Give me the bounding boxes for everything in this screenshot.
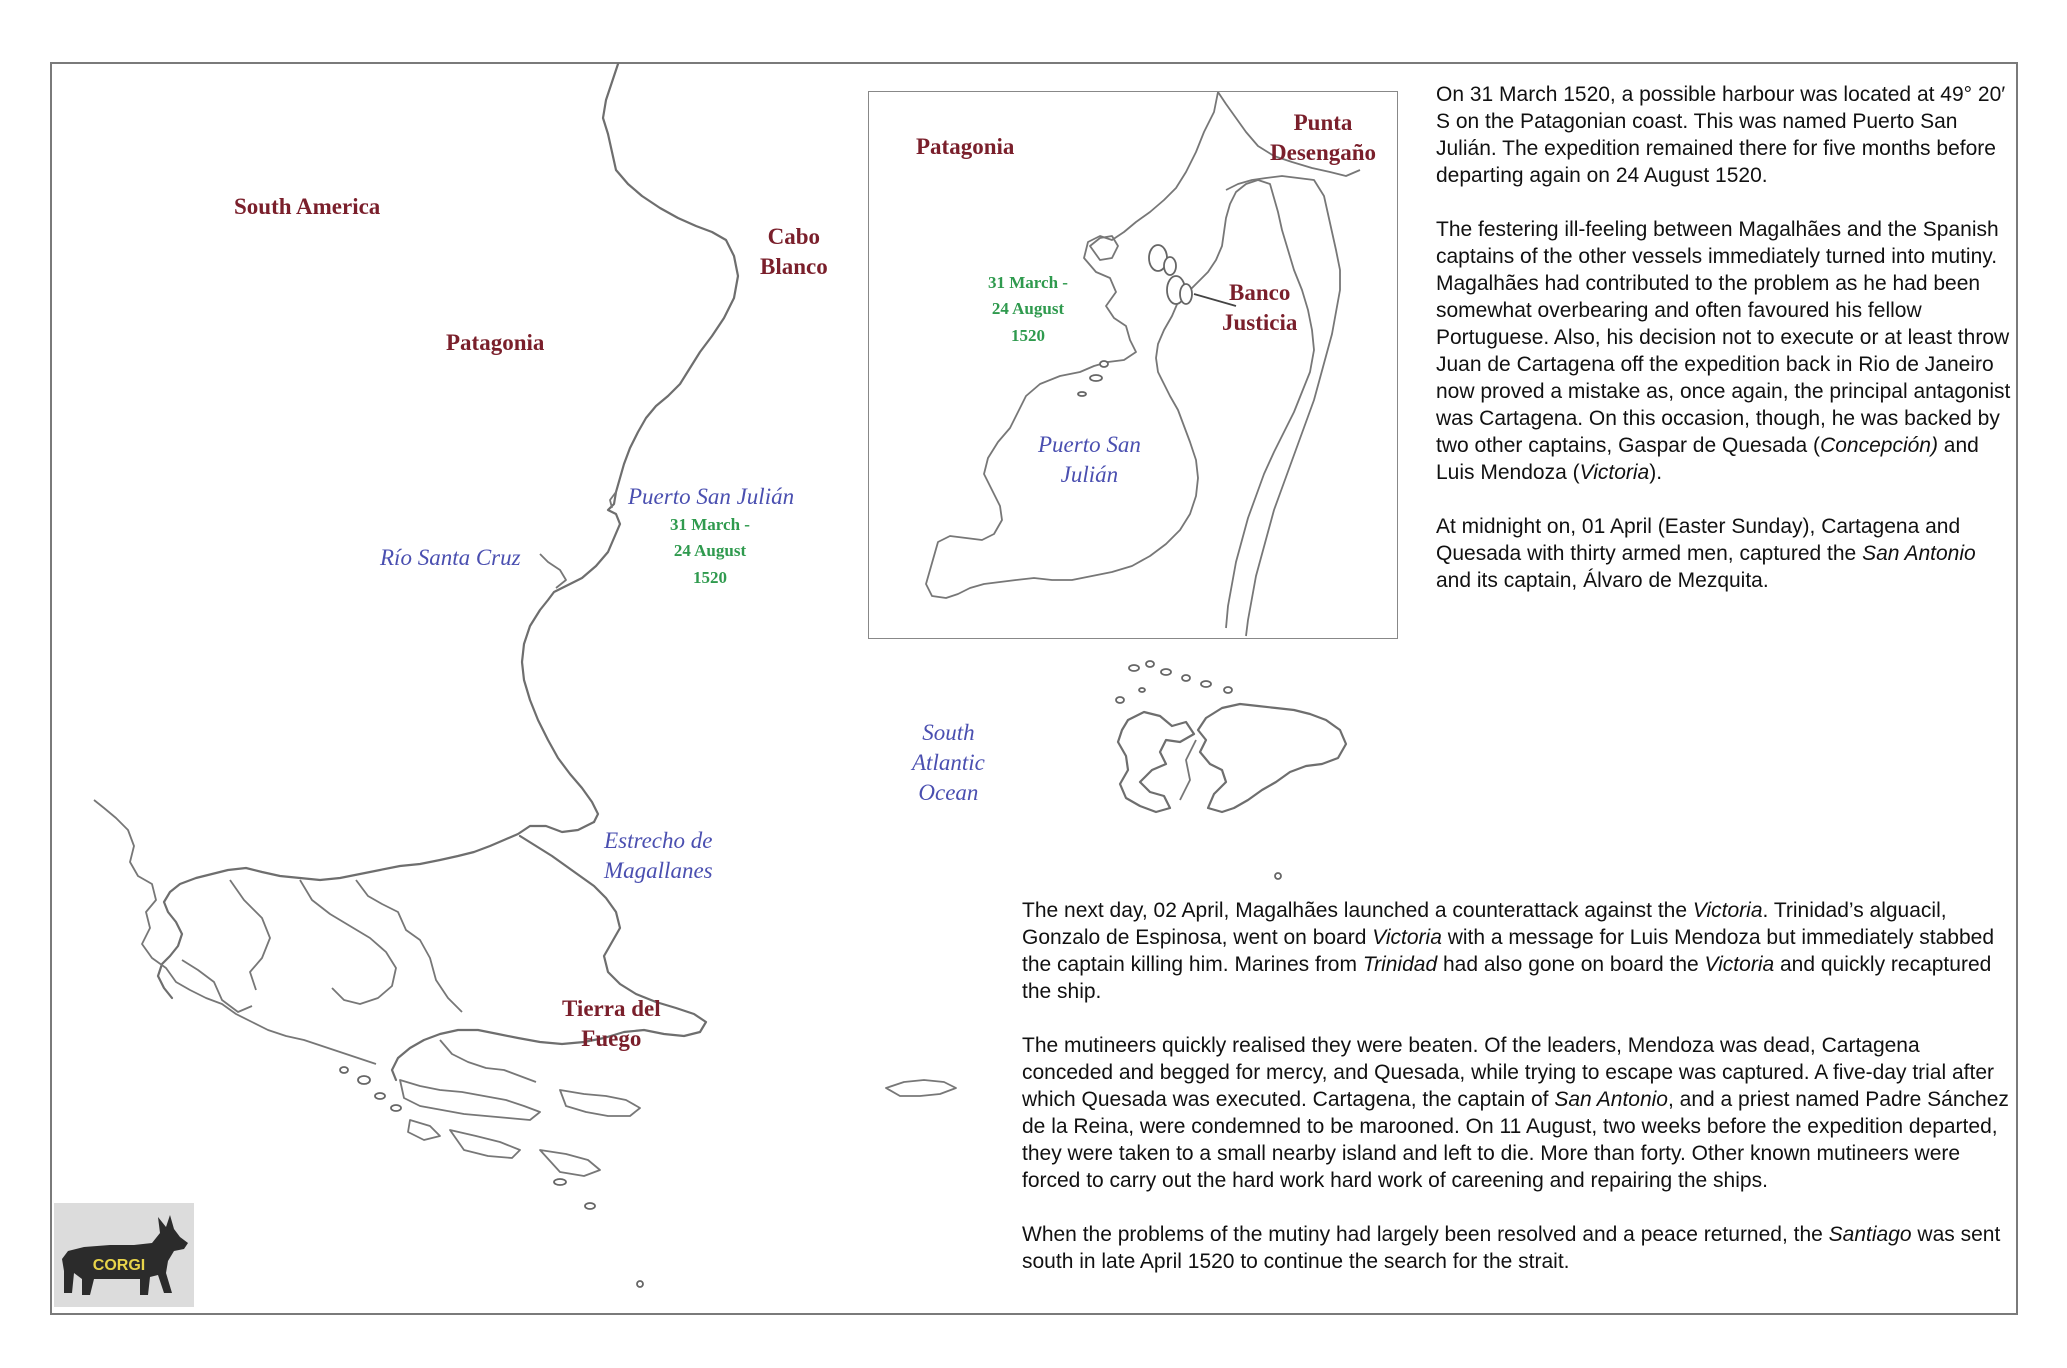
italic-run: San Antonio — [1862, 542, 1976, 565]
date-line: 24 August — [991, 299, 1065, 319]
label-rio-santa-cruz: Río Santa Cruz — [380, 545, 521, 570]
date-line: 31 March - — [670, 515, 750, 534]
rio-santa-cruz-estuary — [540, 554, 566, 588]
corgi-logo — [54, 1203, 194, 1307]
paragraph — [1436, 216, 2016, 486]
paragraph — [1022, 897, 2016, 1005]
paragraph — [1022, 1032, 2016, 1194]
text-run: and Luis Mendoza ( — [1436, 434, 1979, 484]
islet — [1201, 681, 1211, 687]
label-south-america: South America — [234, 194, 381, 219]
label-line: Julián — [1060, 461, 1119, 487]
label-line: Ocean — [918, 779, 979, 805]
italic-run: Trinidad — [1362, 953, 1438, 976]
label-line: Blanco — [760, 253, 828, 279]
italic-run: Victoria — [1704, 953, 1775, 976]
corgi-dog-icon — [54, 1203, 194, 1307]
text-run: and its captain, Álvaro de Mezquita. — [1436, 569, 1769, 592]
islet — [637, 1281, 643, 1287]
islet — [1161, 669, 1171, 675]
label-estrecho-de-magallanes — [604, 826, 713, 886]
text-run: On 31 March 1520, a possible harbour was located at 49° 20′ S on the Patagonian coast. This was named Puerto San Julián. The expedition remained there for five months before departing again on 24 August 1520. — [1436, 83, 2006, 187]
text-run: was sent south in late April 1520 to continue the search for the strait. — [1022, 1223, 2001, 1273]
southern-island-1 — [400, 1080, 540, 1120]
label-line: Atlantic — [912, 749, 985, 775]
archipelago-west-coast — [94, 800, 376, 1064]
label-cabo-blanco — [760, 222, 828, 282]
paragraph — [1436, 513, 2016, 594]
narrative-text-bottom — [1022, 897, 2016, 1302]
italic-run: Concepción) — [1820, 434, 1938, 457]
text-run: The next day, 02 April, Magalhães launched a counterattack against the — [1022, 899, 1693, 922]
falklands-east — [1198, 704, 1346, 812]
date-line: 1520 — [692, 567, 727, 587]
text-run: ). — [1649, 461, 1663, 484]
label-san-julian-dates — [670, 512, 750, 591]
inset-label-dates — [988, 270, 1068, 349]
southern-island-2 — [560, 1090, 640, 1116]
southern-island-3 — [450, 1130, 520, 1158]
label-line: Banco — [1229, 280, 1291, 305]
islet — [1182, 675, 1190, 681]
label-south-atlantic-ocean — [912, 718, 985, 808]
islet — [554, 1179, 566, 1185]
label-line: Cabo — [767, 224, 821, 249]
italic-run: Victoria — [1579, 461, 1650, 484]
text-run: The mutineers quickly realised they were beaten. Of the leaders, Mendoza was dead, Cartagena conceded and begged for mercy, and Quesada, while trying to escape was captured. A five-day trial after which Quesada was executed. Cartagena, the captain of — [1022, 1034, 1995, 1111]
label-tierra-del-fuego — [562, 994, 661, 1054]
paragraph — [1022, 1221, 2016, 1275]
label-line: Puerto San — [1038, 432, 1141, 457]
label-puerto-san-julian: Puerto San Julián — [628, 484, 795, 509]
text-run: with a message for Luis Mendoza but immediately stabbed the captain killing him. Marines from — [1022, 926, 1995, 976]
label-line: Estrecho de — [604, 828, 713, 853]
italic-run: San Antonio — [1554, 1088, 1668, 1111]
inset-label-puerto-san-julian — [1038, 430, 1141, 490]
narrative-text-top — [1436, 81, 2016, 621]
inner-fjord-3 — [182, 960, 252, 1012]
italic-run: Santiago — [1828, 1223, 1912, 1246]
southern-island-5 — [408, 1120, 440, 1140]
label-line: South — [922, 720, 975, 745]
date-line: 24 August — [673, 541, 747, 561]
islet — [340, 1067, 348, 1073]
islet — [391, 1105, 401, 1111]
islet — [1224, 687, 1232, 693]
date-line: 1520 — [1010, 325, 1045, 345]
inset-label-punta-desengano — [1270, 108, 1376, 168]
label-line: Punta — [1293, 110, 1353, 135]
patagonia-coastline — [522, 64, 738, 822]
text-run: , and a priest named Padre Sánchez de la Reina, were condemned to be marooned. On 11 August, two weeks before the expedition departed, they were taken to a small nearby island and left to die. More than forty. Other known mutineers were forced to carry out the hard work hard work of careening and repairing the ships. — [1022, 1088, 2009, 1192]
paragraph — [1436, 81, 2016, 189]
text-run: . Trinidad’s alguacil, Gonzalo de Espinosa, went on board — [1022, 899, 1947, 949]
southern-island-4 — [540, 1150, 600, 1176]
label-line: Magallanes — [604, 857, 713, 883]
inset-label-patagonia: Patagonia — [916, 134, 1015, 159]
islet — [1146, 661, 1154, 667]
falklands-sound — [1180, 740, 1196, 800]
label-line: Fuego — [581, 1025, 642, 1051]
inset-label-banco-justicia — [1222, 278, 1297, 338]
islet — [1275, 873, 1281, 879]
date-line: 31 March - — [988, 273, 1068, 292]
text-run: At midnight on, 01 April (Easter Sunday), Cartagena and Quesada with thirty armed men, captured the — [1436, 515, 1961, 565]
label-patagonia: Patagonia — [446, 330, 545, 355]
text-run: The festering ill-feeling between Magalhães and the Spanish captains of the other vessels immediately turned into mutiny. Magalhães had contributed to the problem as he had been somewhat overbearing and often favoured his fellow Portuguese. Also, his decision not to execute or at least throw Juan de Cartagena off the expedition back in Rio de Janeiro now proved a mistake as, once again, the principal antagonist was Cartagena. On this occasion, though, he was backed by two other captains, Gaspar de Quesada ( — [1436, 218, 2011, 457]
staten-island — [886, 1080, 956, 1096]
islet — [1116, 697, 1124, 703]
corgi-logo-text: CORGI — [92, 1257, 146, 1274]
label-line: Desengaño — [1270, 139, 1377, 165]
inner-fjord-1 — [230, 880, 270, 990]
strait-coastline — [158, 822, 594, 998]
dawson-island — [440, 1040, 536, 1082]
islet — [1139, 688, 1145, 692]
peninsula-brunswick — [300, 880, 396, 1004]
italic-run: Victoria — [1692, 899, 1763, 922]
text-run: When the problems of the mutiny had largely been resolved and a peace returned, the — [1022, 1223, 1829, 1246]
islet — [375, 1093, 385, 1099]
label-line: Tierra del — [562, 996, 661, 1021]
islet — [585, 1203, 595, 1209]
italic-run: Victoria — [1372, 926, 1442, 949]
falklands-west — [1118, 712, 1194, 812]
inner-fjord-2 — [356, 880, 462, 1012]
islet — [358, 1076, 370, 1084]
text-run: had also gone on board the — [1437, 953, 1705, 976]
islet — [1129, 665, 1139, 671]
inset-map-box — [868, 91, 1398, 639]
text-run: and quickly recaptured the ship. — [1022, 953, 1992, 1003]
label-line: Justicia — [1222, 309, 1298, 335]
